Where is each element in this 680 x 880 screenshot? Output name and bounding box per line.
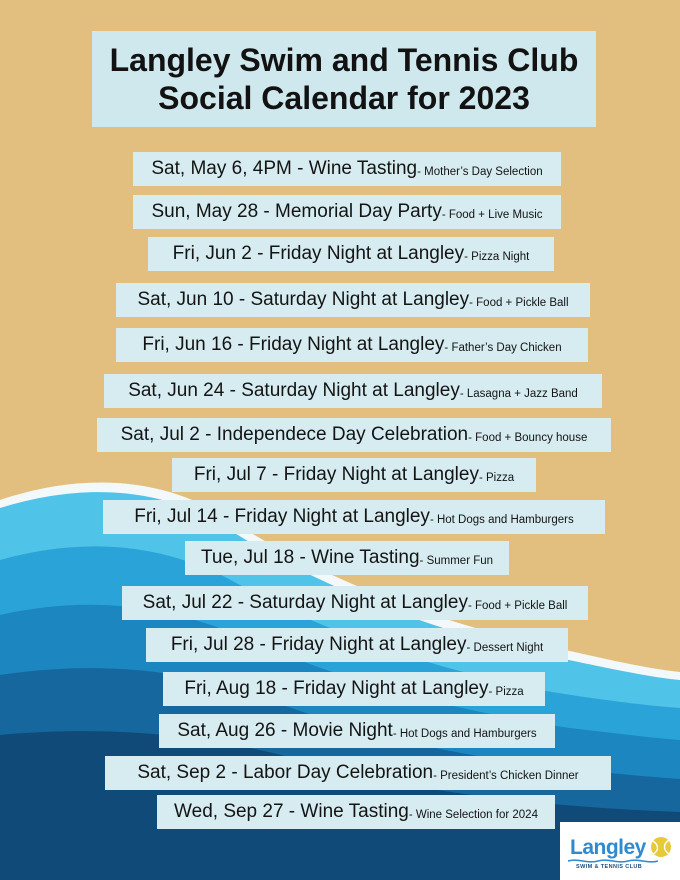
event-item <box>146 628 568 662</box>
event-item <box>133 152 561 186</box>
logo-wordmark: Langley <box>570 836 646 859</box>
event-title: Wed, Sep 27 - Wine Tasting <box>174 801 409 822</box>
event-detail: - Food + Pickle Ball <box>467 599 568 612</box>
tennis-ball-icon <box>650 836 672 858</box>
event-detail: - Summer Fun <box>419 554 494 567</box>
event-detail: - Hot Dogs and Hamburgers <box>429 513 574 526</box>
event-item <box>105 756 611 790</box>
event-item <box>148 237 554 271</box>
event-detail: - Lasagna + Jazz Band <box>459 387 578 400</box>
event-item <box>163 672 545 706</box>
event-title: Sat, Jul 22 - Saturday Night at Langley <box>142 592 468 613</box>
event-title: Sat, Jun 24 - Saturday Night at Langley <box>128 380 460 401</box>
event-title: Sat, Jun 10 - Saturday Night at Langley <box>137 289 470 310</box>
event-detail: - Pizza <box>478 471 515 484</box>
event-item <box>157 795 555 829</box>
club-logo <box>560 822 680 880</box>
event-item <box>172 458 536 492</box>
event-item <box>133 195 561 229</box>
event-title: Fri, Jul 7 - Friday Night at Langley <box>193 464 479 485</box>
page-subtitle: Social Calendar for 2023 <box>158 80 530 116</box>
event-title: Fri, Aug 18 - Friday Night at Langley <box>184 678 489 699</box>
event-title: Fri, Jun 2 - Friday Night at Langley <box>172 243 465 264</box>
event-title: Tue, Jul 18 - Wine Tasting <box>200 547 420 568</box>
logo-tagline: SWIM & TENNIS CLUB <box>576 864 643 870</box>
event-item <box>116 283 590 317</box>
event-item <box>116 328 588 362</box>
event-item <box>103 500 605 534</box>
event-detail: - Mother’s Day Selection <box>417 165 543 178</box>
event-item <box>122 586 588 620</box>
event-detail: - Father’s Day Chicken <box>444 341 562 354</box>
page-title: Langley Swim and Tennis Club <box>109 42 579 78</box>
event-title: Sat, Sep 2 - Labor Day Celebration <box>137 762 434 783</box>
event-item <box>159 714 555 748</box>
event-item <box>104 374 602 408</box>
event-item <box>97 418 611 452</box>
event-title: Sat, Aug 26 - Movie Night <box>177 720 393 741</box>
event-detail: - Food + Live Music <box>441 208 543 221</box>
event-title: Sun, May 28 - Memorial Day Party <box>151 201 442 222</box>
event-detail: - Pizza <box>488 685 524 698</box>
event-detail: - Food + Bouncy house <box>468 431 588 444</box>
event-item <box>185 541 509 575</box>
event-detail: - President’s Chicken Dinner <box>433 769 579 782</box>
event-detail: - Pizza Night <box>464 250 530 263</box>
title-box <box>92 31 596 127</box>
event-title: Fri, Jun 16 - Friday Night at Langley <box>142 334 445 355</box>
event-title: Sat, May 6, 4PM - Wine Tasting <box>151 158 418 179</box>
event-detail: - Dessert Night <box>466 641 544 654</box>
event-detail: - Food + Pickle Ball <box>469 296 569 309</box>
event-detail: - Hot Dogs and Hamburgers <box>392 727 537 740</box>
event-title: Fri, Jul 14 - Friday Night at Langley <box>134 506 430 527</box>
event-title: Fri, Jul 28 - Friday Night at Langley <box>170 634 467 655</box>
event-detail: - Wine Selection for 2024 <box>408 808 538 821</box>
event-title: Sat, Jul 2 - Independece Day Celebration <box>120 424 469 445</box>
